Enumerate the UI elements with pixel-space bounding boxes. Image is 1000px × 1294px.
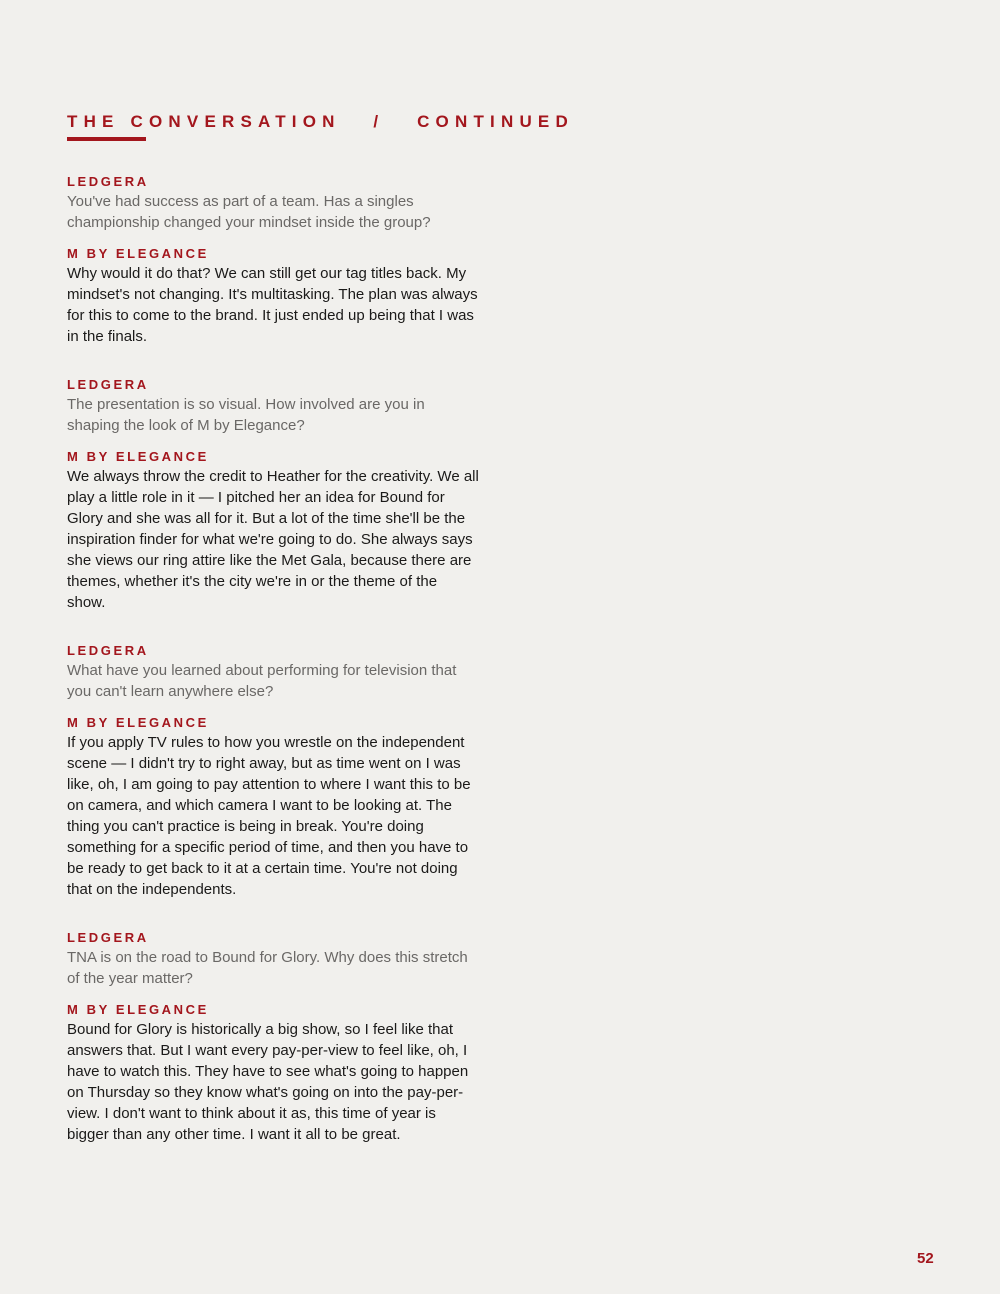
question-text: What have you learned about performing for television that you can't learn anywhere else? [67, 662, 457, 700]
qa-block [67, 929, 479, 1145]
question-text: The presentation is so visual. How involved are you in shaping the look of M by Elegance? [67, 396, 425, 434]
interview-column [67, 173, 479, 1174]
respondent-label: M BY ELEGANCE [67, 449, 209, 464]
answer-text: Why would it do that? We can still get our tag titles back. My mindset's not changing. It's multitasking. The plan was always for this to come to the brand. It just ended up being that I was in the finals. [67, 265, 478, 345]
respondent-label: M BY ELEGANCE [67, 1002, 209, 1017]
qa-block [67, 173, 479, 347]
respondent-label: M BY ELEGANCE [67, 715, 209, 730]
interviewer-label: LEDGERA [67, 643, 149, 658]
qa-block [67, 376, 479, 613]
answer-text: If you apply TV rules to how you wrestle on the independent scene — I didn't try to right away, but as time went on I was like, oh, I am going to pay attention to where I want this to be on camera, and which camera I want to be looking at. The thing you can't practice is being in break. You're doing something for a specific period of time, and then you have to be ready to get back to it at a certain time. You're not doing that on the independents. [67, 734, 471, 898]
interviewer-label: LEDGERA [67, 174, 149, 189]
header-underline [67, 137, 146, 141]
question-text: TNA is on the road to Bound for Glory. Why does this stretch of the year matter? [67, 949, 468, 987]
interviewer-label: LEDGERA [67, 930, 149, 945]
interviewer-label: LEDGERA [67, 377, 149, 392]
section-header: THE CONVERSATION / CONTINUED [67, 112, 574, 131]
respondent-label: M BY ELEGANCE [67, 246, 209, 261]
question-text: You've had success as part of a team. Has a singles championship changed your mindset inside the group? [67, 193, 431, 231]
answer-text: We always throw the credit to Heather for the creativity. We all play a little role in it — I pitched her an idea for Bound for Glory and she was all for it. But a lot of the time she'll be the inspiration finder for what we're going to do. She always says she views our ring attire like the Met Gala, because there are themes, whether it's the city we're in or the theme of the show. [67, 468, 479, 611]
answer-text: Bound for Glory is historically a big show, so I feel like that answers that. But I want every pay-per-view to feel like, oh, I have to watch this. They have to see what's going to happen on Thursday so they know what's going on into the pay-per-view. I don't want to think about it as, this time of year is bigger than any other time. I want it all to be great. [67, 1021, 469, 1143]
page-number: 52 [917, 1250, 934, 1267]
qa-block [67, 642, 479, 900]
